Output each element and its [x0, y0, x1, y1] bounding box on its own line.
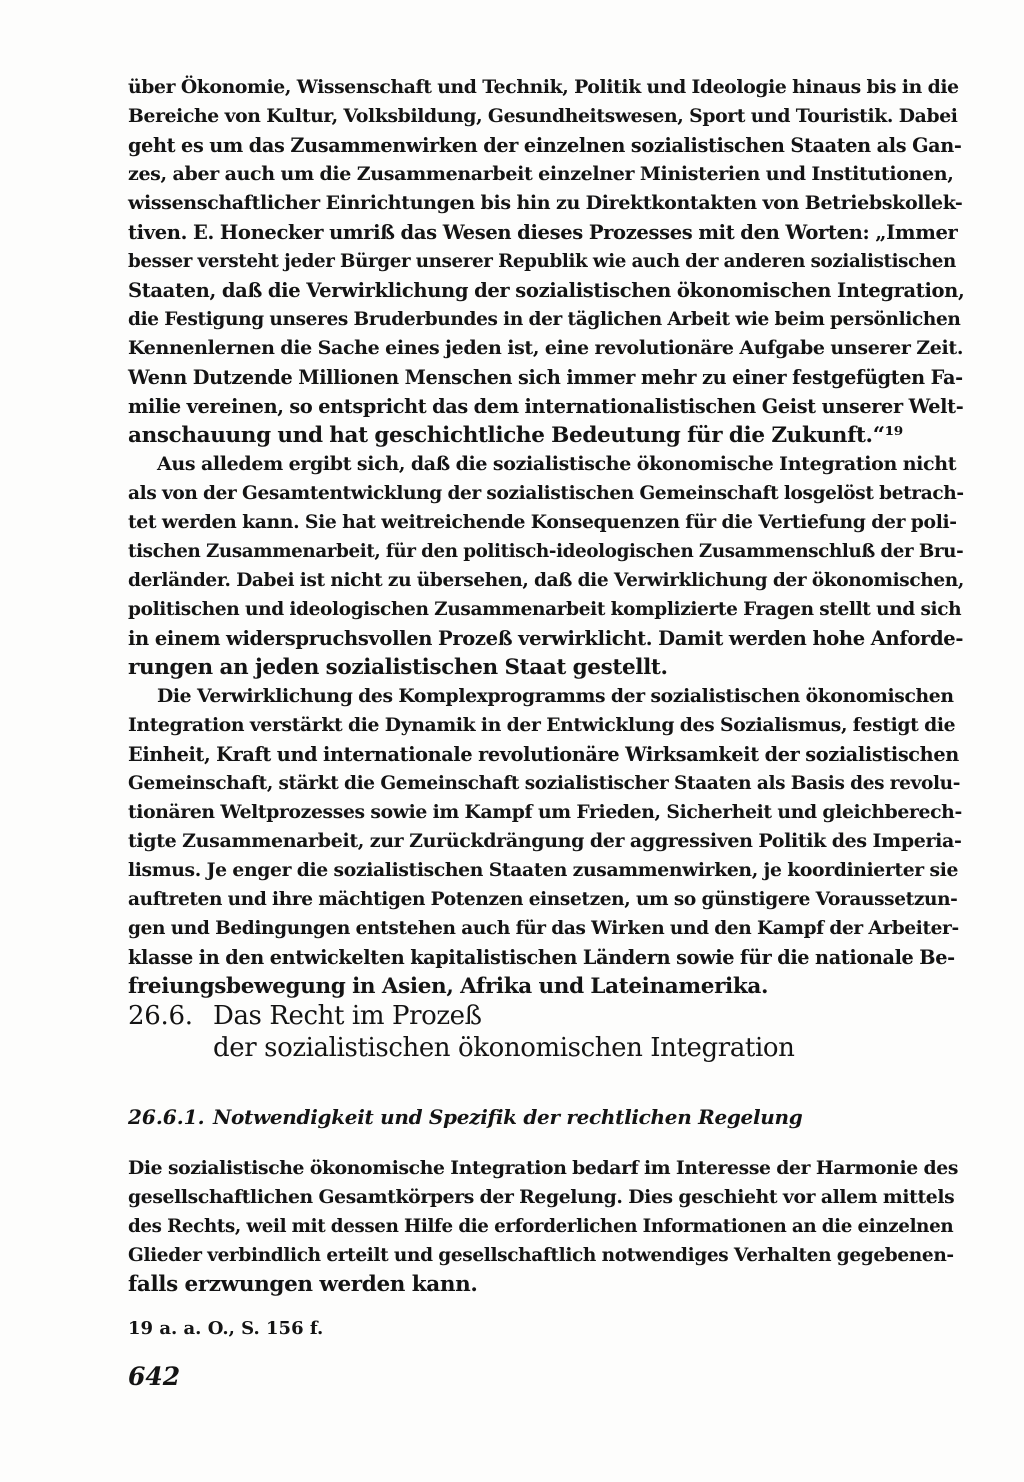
text-line: in einem widerspruchsvollen Prozeß verwirklicht. Damit werden hohe Anforde-: [128, 627, 964, 650]
text-line: als von der Gesamtentwicklung der sozialistischen Gemeinschaft losgelöst betrach-: [128, 483, 964, 504]
text-line: gesellschaftlichen Gesamtkörpers der Regelung. Dies geschieht vor allem mittels: [128, 1186, 955, 1208]
text-line: Kennenlernen die Sache eines jeden ist, eine revolutionäre Aufgabe unserer Zeit.: [128, 337, 964, 359]
text-line: klasse in den entwickelten kapitalistischen Ländern sowie für die nationale Be-: [128, 946, 955, 969]
text-line: die Festigung unseres Bruderbundes in der täglichen Arbeit wie beim persönlichen: [128, 309, 961, 330]
text-line: über Ökonomie, Wissenschaft und Technik, Politik und Ideologie hinaus bis in die: [128, 76, 959, 98]
subsection-title: Notwendigkeit und Spezifik der rechtlichen Regelung: [213, 1105, 803, 1129]
text-line: tischen Zusammenarbeit, für den politisch-ideologischen Zusammenschluß der Bru-: [128, 541, 964, 562]
subsection-number: 26.6.1.: [128, 1105, 205, 1129]
text-line: geht es um das Zusammenwirken der einzelnen sozialistischen Staaten als Gan-: [128, 134, 962, 157]
text-line: freiungsbewegung in Asien, Afrika und Lateinamerika.: [128, 974, 769, 999]
footnote: 19 a. a. O., S. 156 f.: [128, 1318, 324, 1339]
text-line: derländer. Dabei ist nicht zu übersehen, daß die Verwirklichung der ökonomischen,: [128, 570, 964, 591]
text-line: milie vereinen, so entspricht das dem internationalistischen Geist unserer Welt-: [128, 395, 964, 418]
text-line: auftreten und ihre mächtigen Potenzen einsetzen, um so günstigere Voraussetzun-: [128, 889, 958, 910]
text-line: wissenschaftlicher Einrichtungen bis hin zu Direktkontakten von Betriebskollek-: [128, 192, 963, 214]
text-line: politischen und ideologischen Zusammenarbeit komplizierte Fragen stellt und sich: [128, 599, 962, 620]
text-line: gen und Bedingungen entstehen auch für das Wirken und den Kampf der Arbeiter-: [128, 918, 959, 939]
text-line: Gemeinschaft, stärkt die Gemeinschaft sozialistischer Staaten als Basis des revolu-: [128, 773, 961, 794]
section-title-line-1: Das Recht im Prozeß: [213, 1001, 482, 1031]
section-title-line-2: der sozialistischen ökonomischen Integration: [213, 1033, 795, 1063]
text-line: rungen an jeden sozialistischen Staat gestellt.: [128, 655, 668, 680]
text-line: besser versteht jeder Bürger unserer Republik wie auch der anderen sozialistischen: [128, 251, 956, 272]
text-line: Aus alledem ergibt sich, daß die sozialistische ökonomische Integration nicht: [157, 453, 957, 475]
text-line: zes, aber auch um die Zusammenarbeit einzelner Ministerien und Institutionen,: [128, 163, 954, 185]
section-number: 26.6.: [128, 1001, 193, 1031]
text-line: Integration verstärkt die Dynamik in der Entwicklung des Sozialismus, festigt die: [128, 714, 956, 736]
text-line: Glieder verbindlich erteilt und gesellschaftlich notwendiges Verhalten gegebenen-: [128, 1245, 954, 1266]
text-line: Die Verwirklichung des Komplexprogramms der sozialistischen ökonomischen: [157, 685, 954, 707]
page-number: 642: [128, 1362, 181, 1391]
text-line: Wenn Dutzende Millionen Menschen sich immer mehr zu einer festgefügten Fa-: [128, 366, 963, 389]
text-line: tet werden kann. Sie hat weitreichende Konsequenzen für die Vertiefung der poli-: [128, 511, 957, 533]
text-line: tiven. E. Honecker umriß das Wesen dieses Prozesses mit den Worten: „Immer: [128, 221, 958, 244]
text-line: Einheit, Kraft und internationale revolutionäre Wirksamkeit der sozialistischen: [128, 743, 959, 766]
text-line: falls erzwungen werden kann.: [128, 1272, 478, 1297]
text-line: Bereiche von Kultur, Volksbildung, Gesundheitswesen, Sport und Touristik. Dabei: [128, 105, 958, 127]
text-line: Staaten, daß die Verwirklichung der sozialistischen ökonomischen Integration,: [128, 279, 965, 302]
text-line: lismus. Je enger die sozialistischen Staaten zusammenwirken, je koordinierter sie: [128, 859, 959, 881]
text-line: tigte Zusammenarbeit, zur Zurückdrängung der aggressiven Politik des Imperia-: [128, 830, 962, 852]
text-line: des Rechts, weil mit dessen Hilfe die erforderlichen Informationen an die einzelnen: [128, 1216, 954, 1237]
text-line: anschauung und hat geschichtliche Bedeutung für die Zukunft.“¹⁹: [128, 423, 903, 448]
text-line: tionären Weltprozesses sowie im Kampf um Frieden, Sicherheit und gleichberech-: [128, 801, 962, 823]
text-line: Die sozialistische ökonomische Integration bedarf im Interesse der Harmonie des: [128, 1157, 959, 1179]
